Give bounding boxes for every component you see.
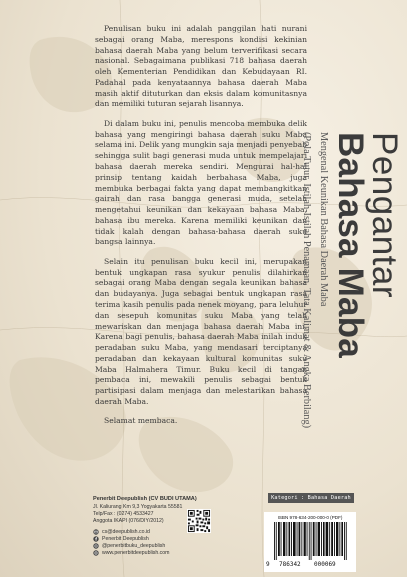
publisher-instagram: @penerbitbuku_deepublish <box>102 542 166 549</box>
publisher-address: Jl. Kaliurang Km 9,3 Yogyakarta 55581 <box>93 503 183 510</box>
blurb-closing: Selamat membaca. <box>104 416 178 426</box>
blurb-paragraph-2: Di dalam buku ini, penulis mencoba membuka delik bahasa yang mengiringi bahasa daerah suku Maba selama ini. Delik yang mungkin saja menjadi penyebab sehingga sulit bagi generasi muda untuk mempelajari bahasa daerah mereka sendiri. Mengurai hal-hal prinsip tentang kaidah berbahasa Maba, juga membuka berbagai fakta yang dapat membangkitkan gairah dan rasa bangga generasi muda, setelah mengetahui keunikan dan kekayaan bahasa Maba, bahasa ibu mereka. Karena memiliki keunikan dan tidak kalah dengan bahasa-bahasa daerah suku bangsa lainnya. <box>95 118 307 247</box>
title-line-2: Bahasa Maba <box>331 132 370 358</box>
publisher-website-row <box>93 550 197 557</box>
isbn-label: ISBN 978-634-200-000-0 (PDF) <box>277 515 343 520</box>
isbn-group-2: 000069 <box>314 561 336 568</box>
subtitle-line-2: (Pola Tutur, Istilah-Istilah Penamaan, Tata Kalimat & Angka Berbilang) <box>301 132 313 429</box>
instagram-icon <box>93 543 99 549</box>
isbn-barcode <box>264 512 356 572</box>
qr-code <box>187 509 211 533</box>
publisher-member: Anggota IKAPI (076/DIY/2012) <box>93 517 164 524</box>
publisher-phone: Telp/Fax : (0274) 4533427 <box>93 510 154 517</box>
facebook-icon <box>93 536 99 542</box>
isbn-group-1: 786342 <box>279 561 301 568</box>
blurb-paragraph-3: Selain itu penulisan buku kecil ini, merupakan bentuk ungkapan rasa syukur penulis dilahirkan sebagai orang Maba dengan segala keunikan bahasa dan budayanya. Juga sebagai bentuk ungkapan rasa terima kasih penulis pada nenek moyang, para leluhur dan sesepuh komunitas suku Maba yang telah mewariskan dan menjaga bahasa daerah Maba ini. Karena bagi penulis, bahasa daerah Maba inilah induk peradaban suku Maba, yang mendasari terciptanya peradaban dan kekayaan kultural komunitas suku Maba Halmahera Timur. Buku kecil di tangan pembaca ini, mewakili penulis sebagai bentuk partisipasi dalam menjaga dan melestarikan bahasa daerah Maba. <box>95 256 307 406</box>
isbn-digit-first: 9 <box>266 561 270 568</box>
category-label: Kategori : Bahasa Daerah <box>268 493 354 503</box>
publisher-name: Penerbit Deepublish (CV BUDI UTAMA) <box>93 496 197 502</box>
spine-title-block <box>301 132 404 429</box>
blurb-text <box>95 24 307 436</box>
publisher-facebook-row <box>93 536 197 543</box>
subtitle-line-1: Mengenal Keunikan Bahasa Daerah Maba <box>318 132 329 307</box>
publisher-email: cs@deepublish.co.id <box>102 528 150 535</box>
globe-icon <box>93 550 99 556</box>
publisher-facebook: Penerbit Deepublish <box>102 535 149 542</box>
blurb-paragraph-1: Penulisan buku ini adalah panggilan hati nurani sebagai orang Maba, merespons kondisi kekinian bahasa daerah Maba yang belum terverifikasi secara nasional. Sebagaimana publikasi 718 bahasa daerah oleh Kementerian Pendidikan dan Kebudayaan RI. Padahal pada kenyataannya bahasa daerah Maba masih aktif dituturkan dan eksis dalam komunitasnya dan memiliki tuturan sejarah lisannya. <box>95 24 307 109</box>
publisher-info <box>93 496 197 557</box>
publisher-email-row <box>93 529 197 536</box>
publisher-website: www.penerbitdeepublish.com <box>102 549 170 556</box>
publisher-instagram-row <box>93 543 197 550</box>
title-line-1: Pengantar <box>365 132 404 299</box>
barcode-bars <box>270 522 350 560</box>
email-icon <box>93 529 99 535</box>
